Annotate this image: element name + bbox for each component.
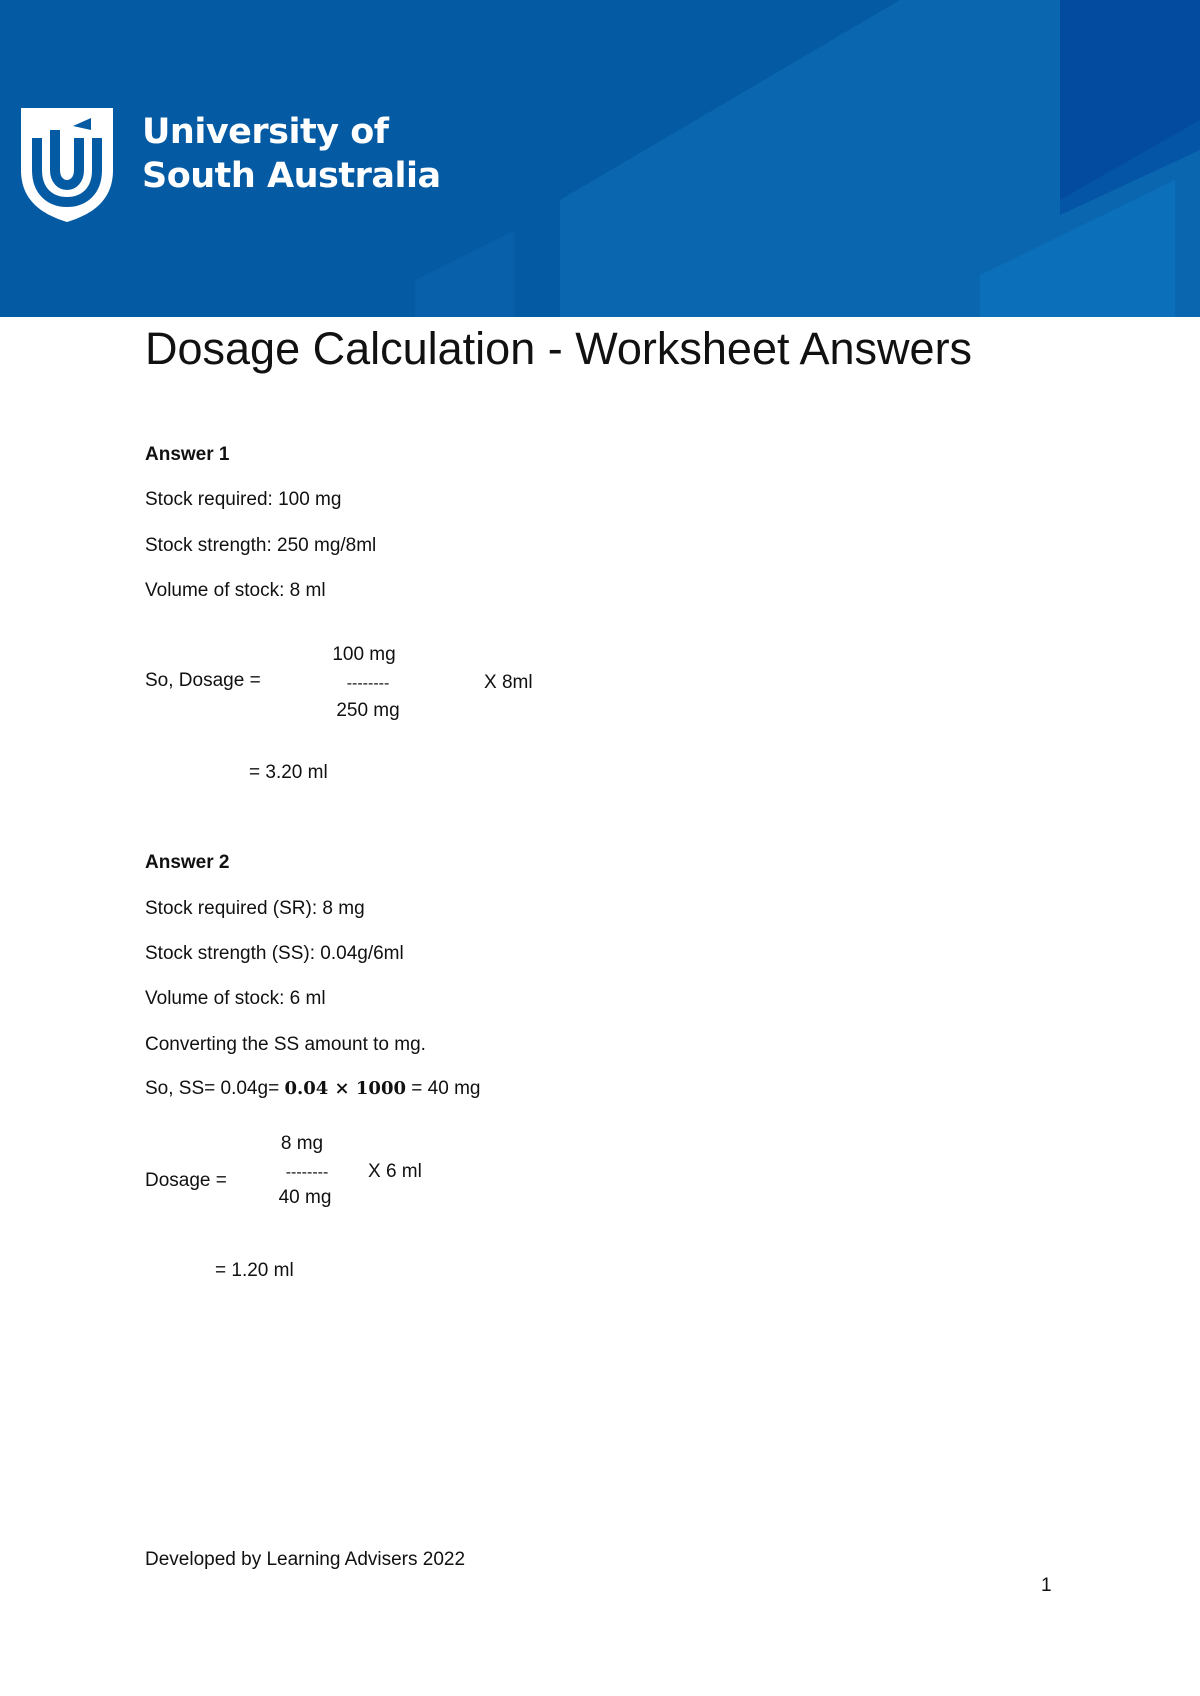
header-banner [0, 0, 1200, 317]
answer-2-conversion [145, 1077, 480, 1101]
page-number: 1 [1041, 1575, 1052, 1596]
answer-2-multiplier: X 6 ml [368, 1161, 422, 1182]
answer-1-denominator: 250 mg [336, 700, 400, 721]
answer-1-result: = 3.20 ml [249, 762, 328, 783]
answer-1-fraction-divider: -------- [346, 675, 390, 692]
answer-1-formula-label: So, Dosage = [145, 670, 261, 691]
university-logo-wordmark [142, 110, 441, 198]
answer-1-line: Stock strength: 250 mg/8ml [145, 535, 377, 556]
answer-1-line: Stock required: 100 mg [145, 489, 342, 510]
university-shield-logo-icon [21, 108, 113, 222]
answer-2-line: Stock required (SR): 8 mg [145, 898, 365, 919]
answer-2-numerator: 8 mg [280, 1133, 324, 1154]
page-title: Dosage Calculation - Worksheet Answers [145, 323, 973, 374]
conversion-suffix: = 40 mg [411, 1078, 481, 1099]
answer-2-denominator: 40 mg [278, 1187, 332, 1208]
answer-2-heading: Answer 2 [145, 852, 230, 873]
answer-1-heading: Answer 1 [145, 444, 230, 465]
answer-2-formula-label: Dosage = [145, 1170, 227, 1191]
conversion-math: 0.04 × 1000 [284, 1078, 407, 1099]
logo-line-1: University of [142, 112, 389, 152]
answer-2-result: = 1.20 ml [215, 1260, 294, 1281]
conversion-prefix: So, SS= 0.04g= [145, 1078, 280, 1099]
answer-2-line: Stock strength (SS): 0.04g/6ml [145, 943, 404, 964]
answer-1-line: Volume of stock: 8 ml [145, 580, 326, 601]
answer-1-multiplier: X 8ml [484, 672, 533, 693]
footer-credit: Developed by Learning Advisers 2022 [145, 1549, 466, 1570]
logo-line-2: South Australia [142, 156, 441, 196]
answer-2-fraction-divider: -------- [285, 1164, 329, 1181]
answer-1-numerator: 100 mg [332, 644, 396, 665]
answer-2-line: Volume of stock: 6 ml [145, 988, 326, 1009]
answer-2-line: Converting the SS amount to mg. [145, 1034, 426, 1055]
